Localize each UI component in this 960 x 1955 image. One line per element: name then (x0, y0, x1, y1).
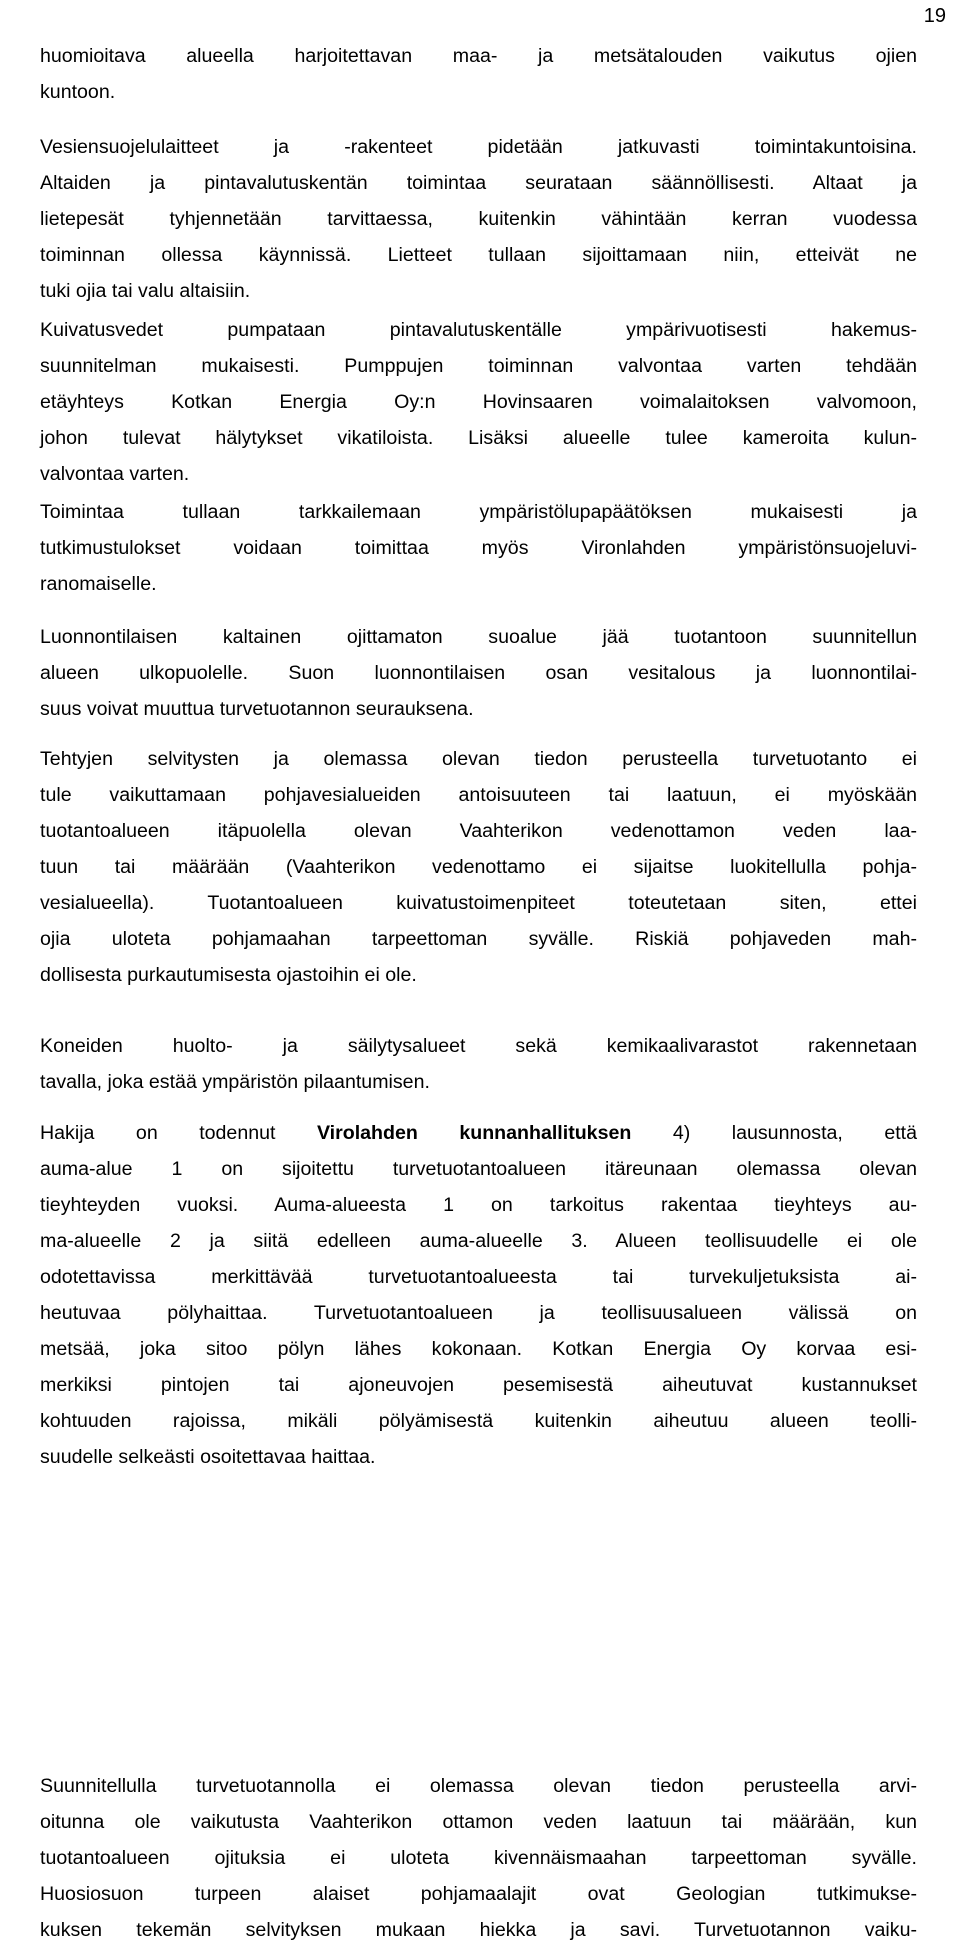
paragraph-line: etäyhteys Kotkan Energia Oy:n Hovinsaaren voimalaitoksen valvomoon, (40, 391, 917, 413)
paragraph-line: valvontaa varten. (40, 463, 190, 485)
paragraph-line: kuksen tekemän selvityksen mukaan hiekka ja savi. Turvetuotannon vaiku- (40, 1919, 917, 1941)
paragraph-line: ranomaiselle. (40, 573, 157, 595)
paragraph-1 (40, 38, 917, 110)
paragraph-9 (40, 1768, 917, 1948)
paragraph-3 (40, 312, 917, 492)
paragraph-line: heutuvaa pölyhaittaa. Turvetuotantoalueen ja teollisuusalueen välissä on (40, 1302, 917, 1324)
bold-text-run: Virolahden kunnanhallituksen (316, 1122, 632, 1144)
paragraph-line: lietepesät tyhjennetään tarvittaessa, kuitenkin vähintään kerran vuodessa (40, 208, 917, 230)
paragraph-line: merkiksi pintojen tai ajoneuvojen pesemisestä aiheutuvat kustannukset (40, 1374, 917, 1396)
paragraph-line: Kuivatusvedet pumpataan pintavalutuskentälle ympärivuotisesti hakemus- (40, 319, 917, 341)
paragraph-2 (40, 129, 917, 309)
paragraph-line: tuki ojia tai valu altaisiin. (40, 280, 251, 302)
paragraph-line: kohtuuden rajoissa, mikäli pölyämisestä kuitenkin aiheutuu alueen teolli- (40, 1410, 917, 1432)
text-run: Hakija on todennut (40, 1122, 317, 1144)
paragraph-line: tuun tai määrään (Vaahterikon vedenottamo ei sijaitse luokitellulla pohja- (40, 856, 917, 878)
paragraph-line: Koneiden huolto- ja säilytysalueet sekä kemikaalivarastot rakennetaan (40, 1035, 917, 1057)
paragraph-line: alueen ulkopuolelle. Suon luonnontilaisen osan vesitalous ja luonnontilai- (40, 662, 917, 684)
paragraph-line: kuntoon. (40, 81, 116, 103)
text-run: 4) lausunnosta, että (631, 1122, 918, 1144)
paragraph-line: tavalla, joka estää ympäristön pilaantumisen. (40, 1071, 430, 1093)
paragraph-line: Altaiden ja pintavalutuskentän toimintaa seurataan säännöllisesti. Altaat ja (40, 172, 917, 194)
paragraph-line (40, 1115, 917, 1151)
page-number: 19 (923, 5, 946, 27)
paragraph-6 (40, 741, 917, 993)
paragraph-line: oitunna ole vaikutusta Vaahterikon ottamon veden laatuun tai määrään, kun (40, 1811, 917, 1833)
paragraph-line: tule vaikuttamaan pohjavesialueiden antoisuuteen tai laatuun, ei myöskään (40, 784, 917, 806)
paragraph-5 (40, 619, 917, 727)
paragraph-line: odotettavissa merkittävää turvetuotantoalueesta tai turvekuljetuksista ai- (40, 1266, 917, 1288)
paragraph-line: tuotantoalueen itäpuolella olevan Vaahterikon vedenottamon veden laa- (40, 820, 917, 842)
paragraph-line: dollisesta purkautumisesta ojastoihin ei ole. (40, 964, 417, 986)
paragraph-line: ma-alueelle 2 ja siitä edelleen auma-alueelle 3. Alueen teollisuudelle ei ole (40, 1230, 917, 1252)
paragraph-8 (40, 1115, 917, 1475)
paragraph-line: ojia uloteta pohjamaahan tarpeettoman syvälle. Riskiä pohjaveden mah- (40, 928, 917, 950)
paragraph-line: suus voivat muuttua turvetuotannon seurauksena. (40, 698, 474, 720)
paragraph-line: Suunnitellulla turvetuotannolla ei olemassa olevan tiedon perusteella arvi- (40, 1775, 917, 1797)
paragraph-line: Luonnontilaisen kaltainen ojittamaton suoalue jää tuotantoon suunnitellun (40, 626, 917, 648)
paragraph-7 (40, 1028, 917, 1100)
paragraph-line: tutkimustulokset voidaan toimittaa myös Vironlahden ympäristönsuojeluvi- (40, 537, 917, 559)
paragraph-line: johon tulevat hälytykset vikatiloista. Lisäksi alueelle tulee kameroita kulun- (40, 427, 917, 449)
paragraph-line: Vesiensuojelulaitteet ja -rakenteet pidetään jatkuvasti toimintakuntoisina. (40, 136, 917, 158)
paragraph-line: Toimintaa tullaan tarkkailemaan ympäristölupapäätöksen mukaisesti ja (40, 501, 917, 523)
paragraph-line: tieyhteyden vuoksi. Auma-alueesta 1 on tarkoitus rakentaa tieyhteys au- (40, 1194, 917, 1216)
paragraph-line: huomioitava alueella harjoitettavan maa- ja metsätalouden vaikutus ojien (40, 45, 917, 67)
paragraph-line: metsää, joka sitoo pölyn lähes kokonaan. Kotkan Energia Oy korvaa esi- (40, 1338, 917, 1360)
paragraph-line: Tehtyjen selvitysten ja olemassa olevan tiedon perusteella turvetuotanto ei (40, 748, 917, 770)
paragraph-line: toiminnan ollessa käynnissä. Lietteet tullaan sijoittamaan niin, etteivät ne (40, 244, 917, 266)
paragraph-4 (40, 494, 917, 602)
paragraph-line: auma-alue 1 on sijoitettu turvetuotantoalueen itäreunaan olemassa olevan (40, 1158, 917, 1180)
paragraph-line: suunnitelman mukaisesti. Pumppujen toiminnan valvontaa varten tehdään (40, 355, 917, 377)
paragraph-line: suudelle selkeästi osoitettavaa haittaa. (40, 1446, 376, 1468)
paragraph-line: vesialueella). Tuotantoalueen kuivatustoimenpiteet toteutetaan siten, ettei (40, 892, 917, 914)
paragraph-line: Huosiosuon turpeen alaiset pohjamaalajit ovat Geologian tutkimukse- (40, 1883, 917, 1905)
paragraph-line: tuotantoalueen ojituksia ei uloteta kivennäismaahan tarpeettoman syvälle. (40, 1847, 917, 1869)
